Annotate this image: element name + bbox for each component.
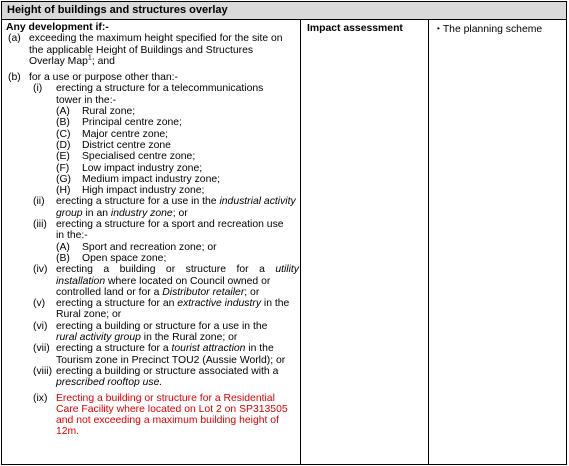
item-vi-line: erecting a building or structure for a use in the bbox=[56, 320, 268, 332]
item-vi-label: (vi) bbox=[33, 320, 48, 332]
table bbox=[1, 1, 567, 465]
item-i-label: (i) bbox=[33, 83, 43, 95]
benchmark-item: • The planning scheme bbox=[437, 24, 543, 35]
zone-list-iii bbox=[6, 242, 300, 265]
item-viii-line: prescribed rooftop use. bbox=[56, 377, 163, 389]
item-iii-line: in the:- bbox=[56, 230, 88, 242]
item-ii-line: group in an industry zone; or bbox=[56, 207, 188, 219]
item-viii-label: (viii) bbox=[33, 365, 53, 377]
assessment-column bbox=[301, 20, 429, 465]
zone-label: (B) bbox=[56, 252, 70, 264]
zone-label: (A) bbox=[56, 241, 70, 253]
zone-item bbox=[6, 163, 300, 174]
item-iii-line: erecting a structure for a sport and recreation use bbox=[56, 219, 284, 231]
item-ix-line: 12m. bbox=[56, 426, 80, 438]
item-b-text: for a use or purpose other than:- bbox=[29, 72, 179, 84]
zone-label: (H) bbox=[56, 185, 71, 197]
item-a-line: the applicable Height of Buildings and Structures bbox=[29, 44, 254, 56]
item-iii-label: (iii) bbox=[33, 219, 47, 231]
zone-item bbox=[6, 106, 300, 117]
item-ii-label: (ii) bbox=[33, 196, 45, 208]
zone-item bbox=[6, 117, 300, 128]
zone-list-i bbox=[6, 106, 300, 196]
bullet-icon: • bbox=[437, 24, 440, 33]
zone-text: Open space zone; bbox=[82, 252, 167, 264]
zone-item bbox=[6, 242, 300, 253]
zone-label: (E) bbox=[56, 151, 70, 163]
item-ix-label: (ix) bbox=[33, 392, 48, 404]
item-b-label: (b) bbox=[8, 72, 21, 84]
item-i-line: erecting a structure for a telecommunications bbox=[56, 83, 264, 95]
item-v-line: erecting a structure for an extractive industry in the bbox=[56, 298, 290, 310]
item-iv-label: (iv) bbox=[33, 264, 48, 276]
zone-label: (D) bbox=[56, 139, 71, 151]
zone-item bbox=[6, 253, 300, 264]
zone-item bbox=[6, 140, 300, 151]
zone-text: Major centre zone; bbox=[82, 128, 169, 140]
zone-text: Sport and recreation zone; or bbox=[82, 241, 217, 253]
item-a-line: Overlay Map$^1$; and bbox=[29, 54, 115, 67]
table-header: Height of buildings and structures overlay bbox=[2, 2, 566, 20]
zone-text: Rural zone; bbox=[82, 106, 136, 118]
item-a-line: exceeding the maximum height specified for the site on bbox=[29, 33, 283, 45]
benchmarks-column bbox=[429, 20, 566, 465]
zone-item bbox=[6, 129, 300, 140]
item-vii-label: (vii) bbox=[33, 343, 50, 355]
zone-label: (G) bbox=[56, 173, 72, 185]
zone-label: (B) bbox=[56, 117, 70, 129]
zone-item bbox=[6, 151, 300, 162]
item-ix-line: Erecting a building or structure for a Residential bbox=[56, 392, 275, 404]
item-iv-line: erecting a building or structure for a utility bbox=[56, 264, 299, 276]
zone-text: Principal centre zone; bbox=[82, 117, 182, 129]
zone-text: Low impact industry zone; bbox=[82, 162, 203, 174]
item-vi-line: rural activity group in the Rural zone; or bbox=[56, 332, 238, 344]
zone-item bbox=[6, 185, 300, 196]
zone-label: (C) bbox=[56, 128, 71, 140]
item-viii-line: erecting a building or structure associated with a bbox=[56, 365, 279, 377]
item-ii-line: erecting a structure for a use in the industrial activity bbox=[56, 196, 296, 208]
assessment-level: Impact assessment bbox=[307, 23, 403, 34]
development-column bbox=[2, 20, 301, 465]
item-iv-line: installation where located on Council owned or bbox=[56, 275, 271, 287]
item-v-label: (v) bbox=[33, 298, 46, 310]
item-v-line: Rural zone; or bbox=[56, 309, 122, 321]
zone-text: Specialised centre zone; bbox=[82, 151, 196, 163]
item-ix-line: Care Facility where located on Lot 2 on SP313505 bbox=[56, 403, 288, 415]
zone-text: Medium impact industry zone; bbox=[82, 173, 221, 185]
item-vii-line: Tourism zone in Precinct TOU2 (Aussie World); or bbox=[56, 354, 286, 366]
item-ix-line: and not exceeding a maximum building height of bbox=[56, 415, 279, 427]
intro-text: Any development if:- bbox=[6, 22, 109, 33]
zone-label: (A) bbox=[56, 106, 70, 118]
zone-label: (F) bbox=[56, 162, 70, 174]
item-a-label: (a) bbox=[8, 33, 21, 45]
item-iv-line: controlled land or for a Distributor retailer; or bbox=[56, 286, 260, 298]
item-i-line: tower in the:- bbox=[56, 94, 117, 106]
zone-text: High impact industry zone; bbox=[82, 185, 205, 197]
zone-text: District centre zone bbox=[82, 139, 171, 151]
item-vii-line: erecting a structure for a tourist attraction in the bbox=[56, 343, 274, 355]
zone-item bbox=[6, 174, 300, 185]
